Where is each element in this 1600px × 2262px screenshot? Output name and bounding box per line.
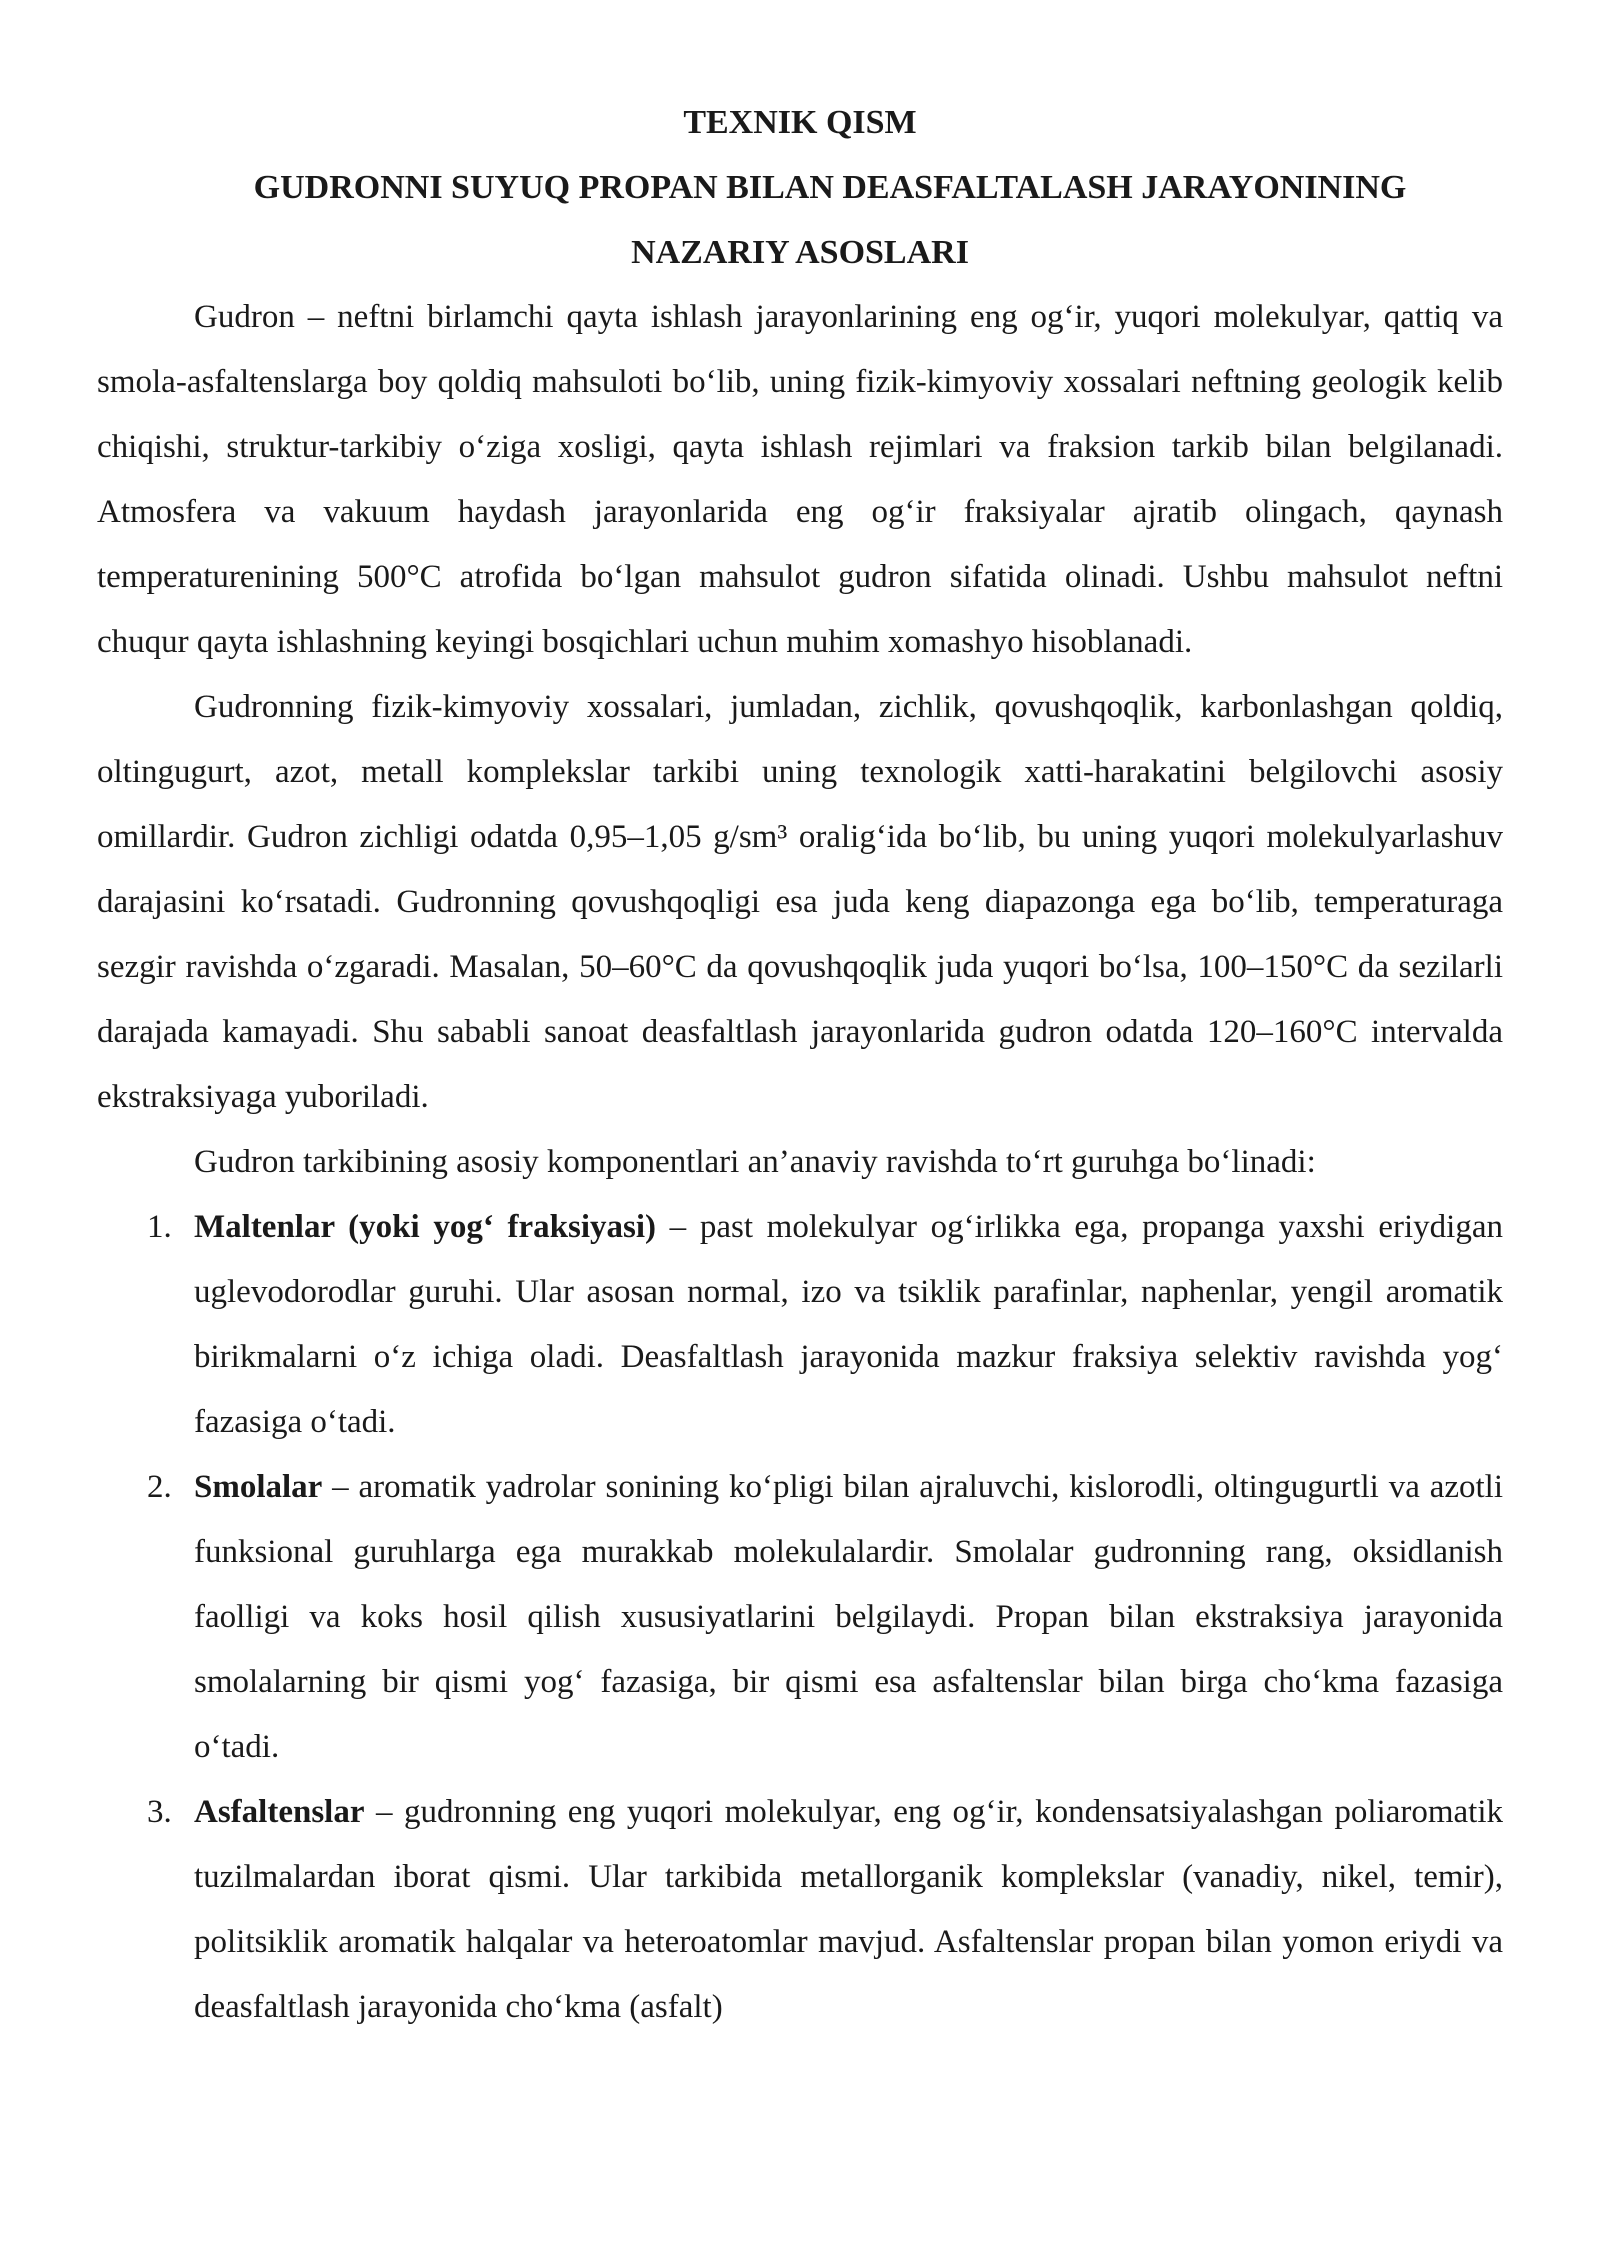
document-page <box>97 90 1503 2040</box>
section-title: TEXNIK QISM <box>683 104 917 141</box>
list-item-term: Asfaltenslar <box>194 1794 365 1830</box>
list-item-number: 2. <box>147 1469 172 1505</box>
list-item-text: – aromatik yadrolar sonining ko‘pligi bilan ajraluvchi, kislorodli, oltingugurtli va azotli funksional guruhlarga ega murakkab molekulalardir. Smolalar gudronning rang, oksidlanish faolligi va koks hosil qilish xususiyatlarini belgilaydi. Propan bilan ekstraksiya jarayonida smolalarning bir qismi yog‘ fazasiga, bir qismi esa asfaltenslar bilan birga cho‘kma fazasiga o‘tadi. <box>194 1469 1503 1765</box>
list-item-text: – gudronning eng yuqori molekulyar, eng og‘ir, kondensatsiyalashgan poliaromatik tuzilmalardan iborat qismi. Ular tarkibida metallorganik komplekslar (vanadiy, nikel, temir), politsiklik aromatik halqalar va heteroatomlar mavjud. Asfaltenslar propan bilan yomon eriydi va deasfaltlash jarayonida cho‘kma (asfalt) <box>194 1794 1503 2025</box>
section-subtitle-line-1: GUDRONNI SUYUQ PROPAN BILAN DEASFALTALASH JARAYONINING <box>253 169 1407 206</box>
paragraph-gudron-definition: Gudron – neftni birlamchi qayta ishlash jarayonlarining eng og‘ir, yuqori molekulyar, qattiq va smola-asfaltenslarga boy qoldiq mahsuloti bo‘lib, uning fizik-kimyoviy xossalari neftning geologik kelib chiqishi, struktur-tarkibiy o‘ziga xosligi, qayta ishlash rejimlari va fraksion tarkib bilan belgilanadi. Atmosfera va vakuum haydash jarayonlarida eng og‘ir fraksiyalar ajratib olingach, qaynash temperaturenining 500°C atrofida bo‘lgan mahsulot gudron sifatida olinadi. Ushbu mahsulot neftni chuqur qayta ishlashning keyingi bosqichlari uchun muhim xomashyo hisoblanadi. <box>97 299 1503 660</box>
component-list <box>97 1195 1503 2040</box>
paragraph-components-intro: Gudron tarkibining asosiy komponentlari an’anaviy ravishda to‘rt guruhga bo‘linadi: <box>194 1144 1316 1180</box>
list-item-text: – past molekulyar og‘irlikka ega, propanga yaxshi eriydigan uglevodorodlar guruhi. Ular asosan normal, izo va tsiklik parafinlar, naphenlar, yengil aromatik birikmalarni o‘z ichiga oladi. Deasfaltlash jarayonida mazkur fraksiya selektiv ravishda yog‘ fazasiga o‘tadi. <box>194 1209 1503 1440</box>
list-item-smolalar <box>97 1455 1503 1780</box>
list-item-asfaltenslar <box>97 1780 1503 2040</box>
list-item-number: 3. <box>147 1794 172 1830</box>
list-item-term: Maltenlar (yoki yog‘ fraksiyasi) <box>194 1209 657 1245</box>
section-subtitle-line-2: NAZARIY ASOSLARI <box>631 234 969 271</box>
list-item-term: Smolalar <box>194 1469 323 1505</box>
list-item-number: 1. <box>147 1209 172 1245</box>
paragraph-physical-properties: Gudronning fizik-kimyoviy xossalari, jumladan, zichlik, qovushqoqlik, karbonlashgan qoldiq, oltingugurt, azot, metall komplekslar tarkibi uning texnologik xatti-harakatini belgilovchi asosiy omillardir. Gudron zichligi odatda 0,95–1,05 g/sm³ oralig‘ida bo‘lib, bu uning yuqori molekulyarlashuv darajasini ko‘rsatadi. Gudronning qovushqoqligi esa juda keng diapazonga ega bo‘lib, temperaturaga sezgir ravishda o‘zgaradi. Masalan, 50–60°C da qovushqoqlik juda yuqori bo‘lsa, 100–150°C da sezilarli darajada kamayadi. Shu sababli sanoat deasfaltlash jarayonlarida gudron odatda 120–160°C intervalda ekstraksiyaga yuboriladi. <box>97 689 1503 1115</box>
list-item-maltenlar <box>97 1195 1503 1455</box>
